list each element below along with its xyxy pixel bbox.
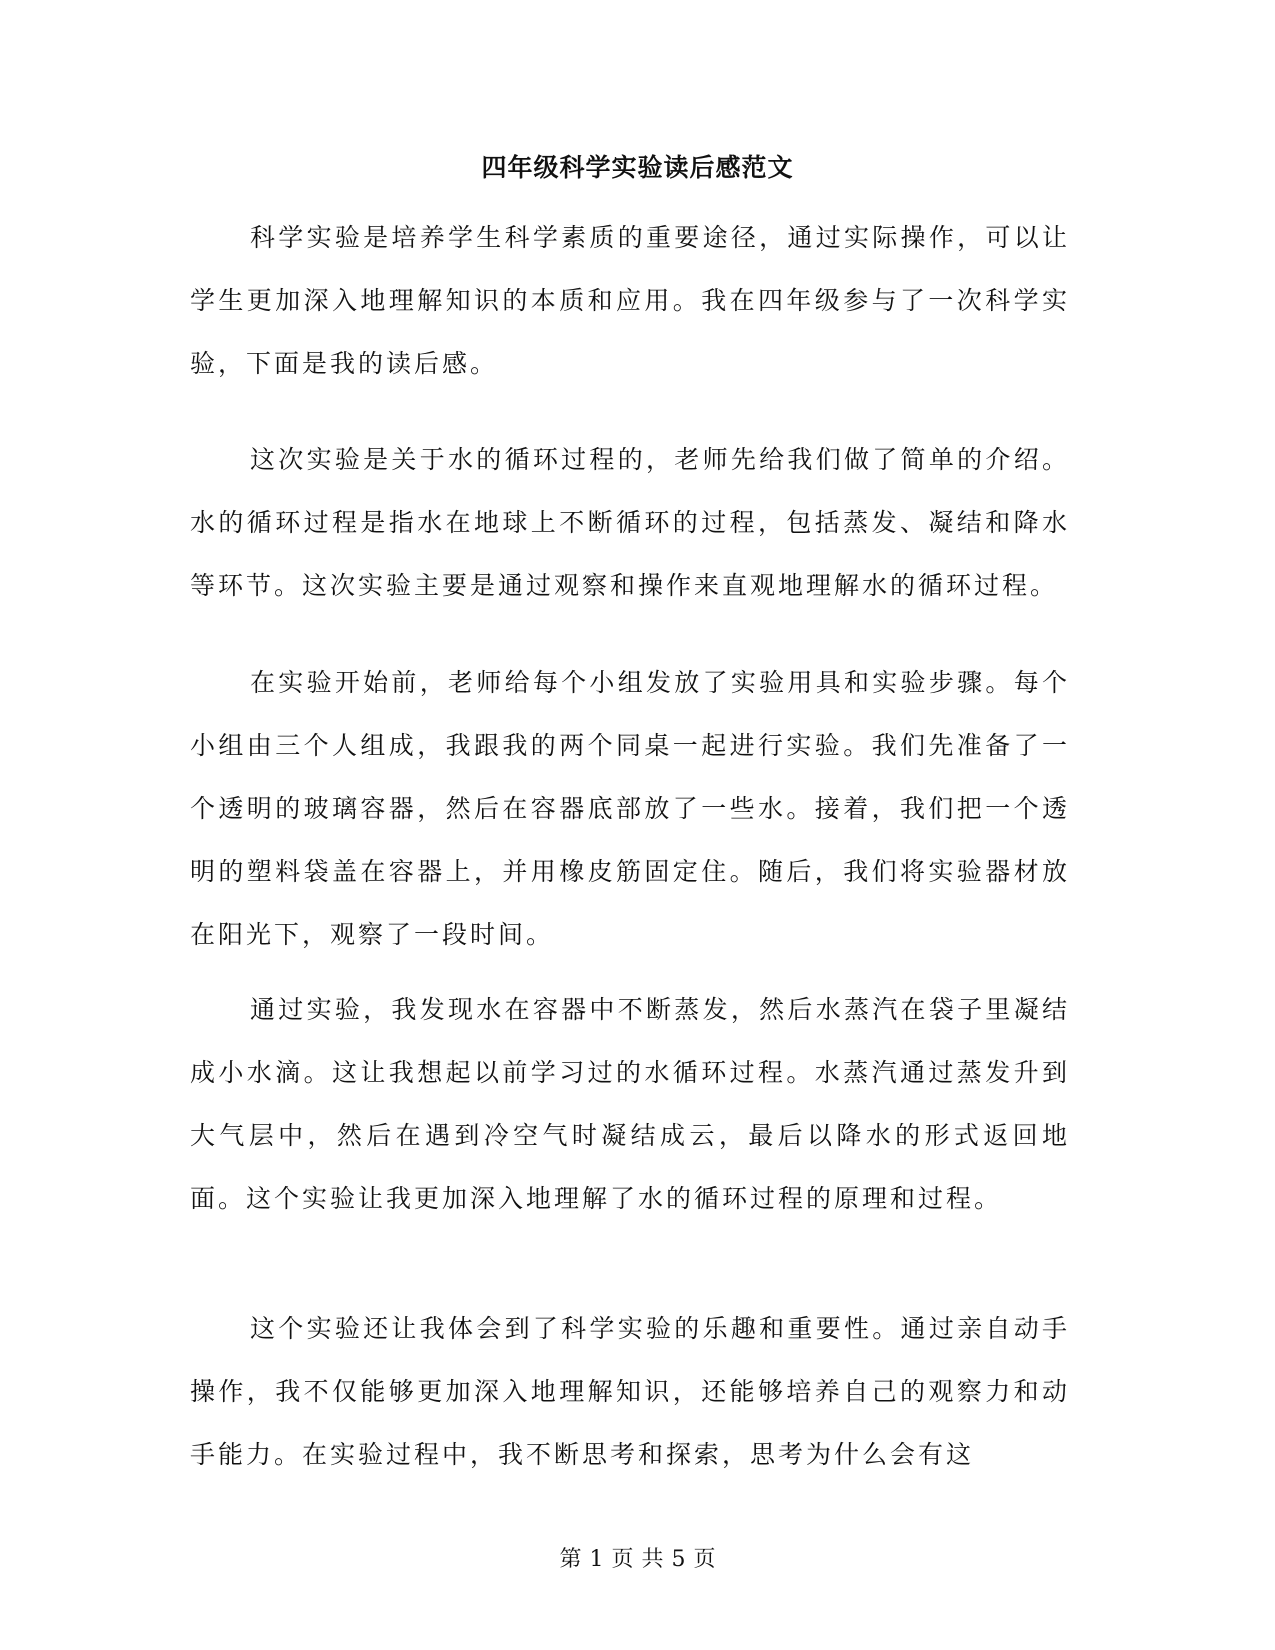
footer-total-pages: 5 bbox=[671, 1547, 686, 1572]
page-footer bbox=[0, 1545, 1275, 1575]
paragraph-1: 科学实验是培养学生科学素质的重要途径，通过实际操作，可以让学生更加深入地理解知识的本质和应用。我在四年级参与了一次科学实验，下面是我的读后感。 bbox=[190, 223, 1070, 378]
paragraph-3: 在实验开始前，老师给每个小组发放了实验用具和实验步骤。每个小组由三个人组成，我跟我的两个同桌一起进行实验。我们先准备了一个透明的玻璃容器，然后在容器底部放了一些水。接着，我们把一个透明的塑料袋盖在容器上，并用橡皮筋固定住。随后，我们将实验器材放在阳光下，观察了一段时间。 bbox=[190, 668, 1070, 949]
footer-current-page: 1 bbox=[589, 1547, 604, 1572]
footer-total-word: 共 bbox=[641, 1547, 664, 1572]
document-title: 四年级科学实验读后感范文 bbox=[481, 153, 794, 182]
paragraph-4: 通过实验，我发现水在容器中不断蒸发，然后水蒸汽在袋子里凝结成小水滴。这让我想起以前学习过的水循环过程。水蒸汽通过蒸发升到大气层中，然后在遇到冷空气时凝结成云，最后以降水的形式返回地面。这个实验让我更加深入地理解了水的循环过程的原理和过程。 bbox=[190, 995, 1070, 1213]
footer-prefix: 第 bbox=[559, 1547, 582, 1572]
paragraph-2: 这次实验是关于水的循环过程的，老师先给我们做了简单的介绍。水的循环过程是指水在地球上不断循环的过程，包括蒸发、凝结和降水等环节。这次实验主要是通过观察和操作来直观地理解水的循环过程。 bbox=[190, 445, 1070, 600]
paragraph-5: 这个实验还让我体会到了科学实验的乐趣和重要性。通过亲自动手操作，我不仅能够更加深入地理解知识，还能够培养自己的观察力和动手能力。在实验过程中，我不断思考和探索，思考为什么会有这 bbox=[190, 1314, 1070, 1469]
footer-suffix: 页 bbox=[693, 1547, 716, 1572]
footer-page-word: 页 bbox=[611, 1547, 634, 1572]
